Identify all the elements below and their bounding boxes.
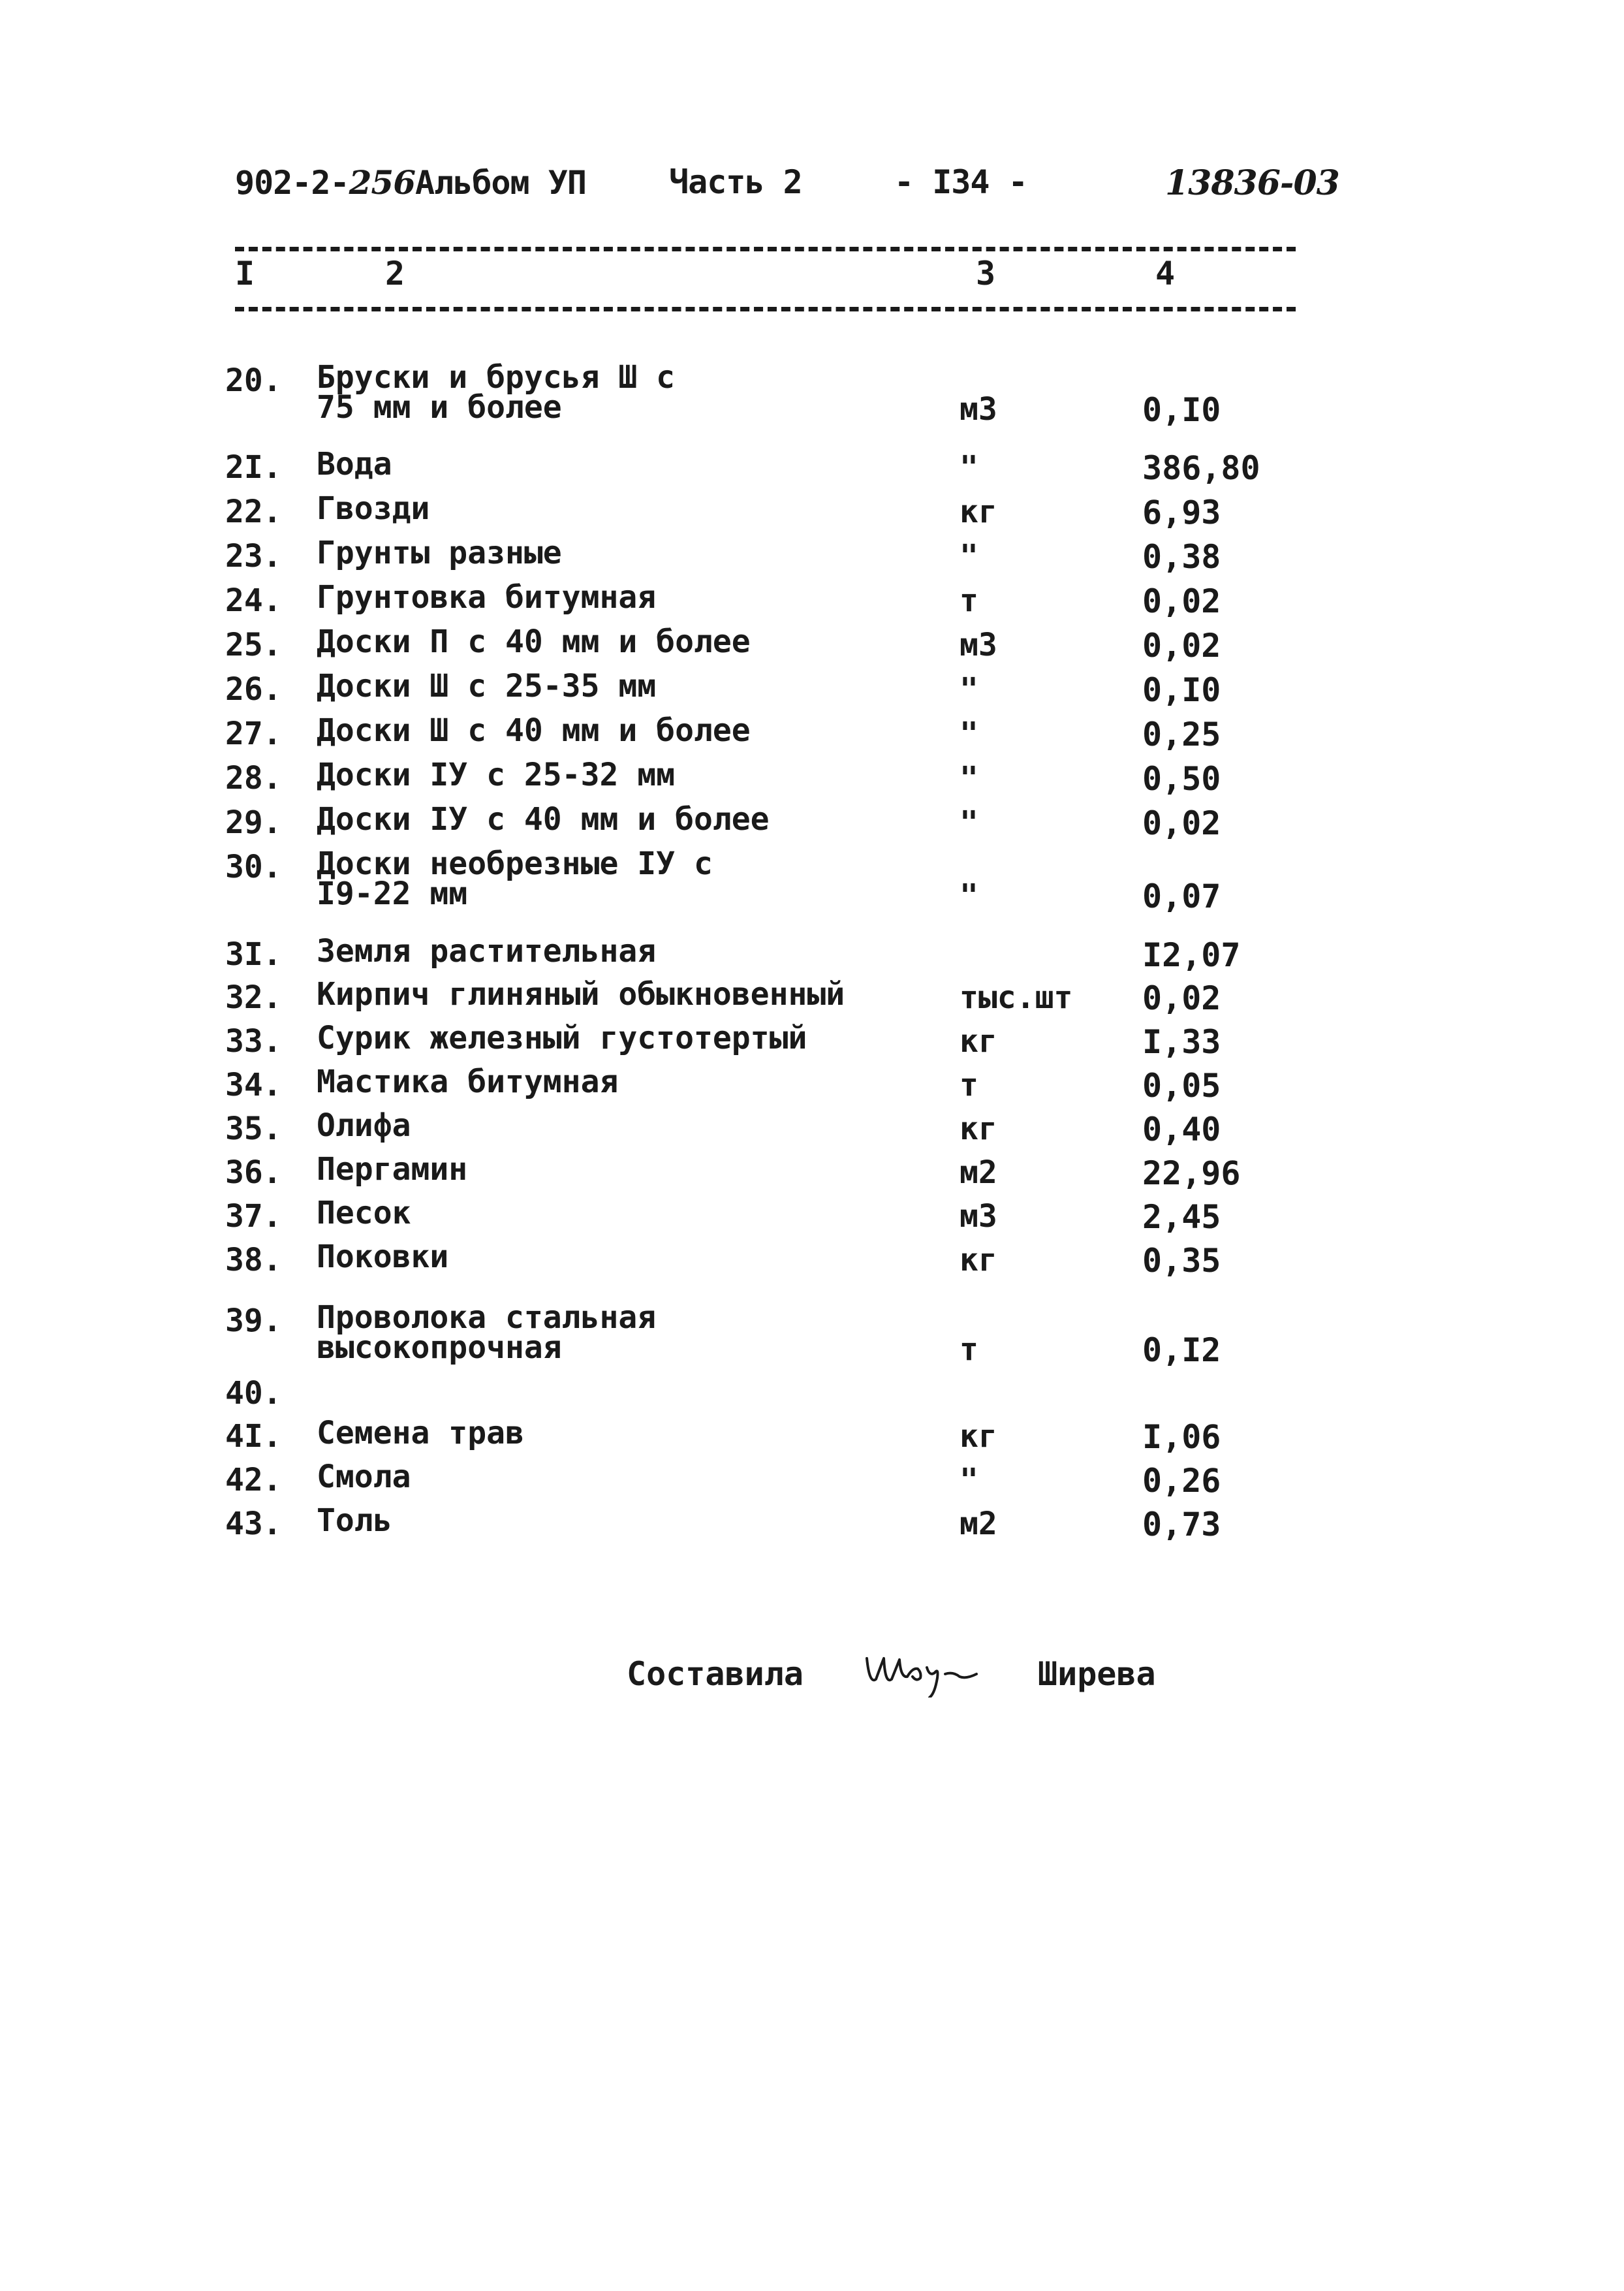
row-material: Доски IУ с 40 мм и более bbox=[317, 801, 770, 838]
row-quantity: 0,26 bbox=[1142, 1462, 1221, 1500]
row-material: Песок bbox=[317, 1195, 411, 1231]
row-material: Грунтовка битумная bbox=[317, 579, 657, 616]
row-unit: кг bbox=[960, 1418, 997, 1455]
row-number: 36. bbox=[225, 1154, 282, 1191]
row-quantity: 22,96 bbox=[1142, 1154, 1241, 1192]
row-material: Грунты разные bbox=[317, 535, 562, 571]
row-unit: кг bbox=[960, 494, 997, 530]
row-unit: м3 bbox=[960, 1198, 997, 1235]
row-material: Смола bbox=[317, 1459, 411, 1495]
row-quantity: 0,I0 bbox=[1142, 391, 1221, 429]
row-quantity: 0,02 bbox=[1142, 804, 1221, 842]
row-number: 3I. bbox=[225, 936, 282, 973]
row-unit: т bbox=[960, 1067, 978, 1103]
row-number: 43. bbox=[225, 1506, 282, 1542]
document-code bbox=[235, 163, 586, 202]
row-quantity: 0,02 bbox=[1142, 979, 1221, 1017]
row-unit: " bbox=[960, 760, 978, 797]
row-quantity: 0,I2 bbox=[1142, 1331, 1221, 1369]
row-quantity: 2,45 bbox=[1142, 1198, 1221, 1236]
row-number: 35. bbox=[225, 1111, 282, 1147]
row-material: Кирпич глиняный обыкновенный bbox=[317, 976, 845, 1013]
row-unit: кг bbox=[960, 1111, 997, 1147]
row-unit: " bbox=[960, 449, 978, 486]
row-material: Доски П с 40 мм и более bbox=[317, 624, 751, 660]
row-quantity: I,06 bbox=[1142, 1418, 1221, 1456]
row-quantity: 386,80 bbox=[1142, 449, 1260, 487]
row-unit: м2 bbox=[960, 1506, 997, 1542]
row-number: 33. bbox=[225, 1023, 282, 1060]
row-unit: " bbox=[960, 538, 978, 575]
row-material: Гвозди bbox=[317, 490, 430, 527]
row-number: 42. bbox=[225, 1462, 282, 1498]
row-quantity: 6,93 bbox=[1142, 494, 1221, 531]
row-material: Мастика битумная bbox=[317, 1064, 619, 1100]
row-number: 24. bbox=[225, 582, 282, 619]
row-material: Семена трав bbox=[317, 1415, 524, 1451]
row-unit: " bbox=[960, 1462, 978, 1498]
row-number: 2I. bbox=[225, 449, 282, 486]
row-number: 38. bbox=[225, 1242, 282, 1278]
row-material: Бруски и брусья Ш с 75 мм и более bbox=[317, 359, 676, 426]
row-number: 22. bbox=[225, 494, 282, 530]
compiled-by-label: Составила bbox=[627, 1655, 804, 1693]
row-material: Доски Ш с 25-35 мм bbox=[317, 668, 657, 704]
row-number: 39. bbox=[225, 1303, 282, 1339]
page-number: - I34 - bbox=[894, 163, 1027, 201]
row-quantity: I2,07 bbox=[1142, 936, 1241, 974]
row-quantity: 0,07 bbox=[1142, 877, 1221, 915]
row-unit: " bbox=[960, 716, 978, 752]
row-unit: " bbox=[960, 877, 978, 914]
row-material: Проволока стальная высокопрочная bbox=[317, 1299, 657, 1366]
column-number-2: 2 bbox=[385, 255, 405, 292]
column-number-3: 3 bbox=[976, 255, 996, 292]
row-quantity: 0,40 bbox=[1142, 1111, 1221, 1148]
inventory-number: 13836-03 bbox=[1165, 163, 1339, 203]
row-number: 37. bbox=[225, 1198, 282, 1235]
column-number-1: I bbox=[235, 255, 255, 292]
row-number: 20. bbox=[225, 362, 282, 399]
row-material: Пергамин bbox=[317, 1151, 468, 1188]
row-unit: тыс.шт bbox=[960, 979, 1073, 1016]
row-material: Сурик железный густотертый bbox=[317, 1020, 807, 1056]
row-unit: т bbox=[960, 1331, 978, 1368]
row-quantity: 0,02 bbox=[1142, 627, 1221, 665]
row-material: Вода bbox=[317, 446, 392, 482]
row-unit: м3 bbox=[960, 391, 997, 428]
column-number-4: 4 bbox=[1155, 255, 1176, 292]
row-quantity: 0,35 bbox=[1142, 1242, 1221, 1280]
row-quantity: 0,05 bbox=[1142, 1067, 1221, 1105]
row-unit: м2 bbox=[960, 1154, 997, 1191]
row-number: 23. bbox=[225, 538, 282, 575]
row-number: 40. bbox=[225, 1375, 282, 1412]
row-number: 30. bbox=[225, 849, 282, 885]
dashed-rule-top bbox=[235, 247, 1296, 251]
part-label: Часть 2 bbox=[669, 163, 802, 201]
row-quantity: 0,38 bbox=[1142, 538, 1221, 576]
row-unit: " bbox=[960, 671, 978, 708]
row-number: 29. bbox=[225, 804, 282, 841]
row-number: 4I. bbox=[225, 1418, 282, 1455]
handwritten-signature bbox=[862, 1639, 992, 1698]
row-quantity: 0,25 bbox=[1142, 716, 1221, 753]
row-number: 25. bbox=[225, 627, 282, 663]
row-quantity: I,33 bbox=[1142, 1023, 1221, 1061]
row-material: Поковки bbox=[317, 1239, 449, 1275]
row-number: 34. bbox=[225, 1067, 282, 1103]
row-number: 26. bbox=[225, 671, 282, 708]
row-number: 27. bbox=[225, 716, 282, 752]
row-material: Толь bbox=[317, 1502, 392, 1539]
row-material: Доски Ш с 40 мм и более bbox=[317, 712, 751, 749]
row-unit: т bbox=[960, 582, 978, 619]
album-label: Альбом УП bbox=[415, 164, 586, 202]
row-material: Доски необрезные IУ с I9-22 мм bbox=[317, 845, 713, 912]
row-unit: " bbox=[960, 804, 978, 841]
row-material: Доски IУ с 25-32 мм bbox=[317, 757, 676, 793]
row-unit: кг bbox=[960, 1242, 997, 1278]
row-unit: кг bbox=[960, 1023, 997, 1060]
row-quantity: 0,02 bbox=[1142, 582, 1221, 620]
document-code-prefix: 902-2- bbox=[235, 164, 349, 202]
row-quantity: 0,I0 bbox=[1142, 671, 1221, 709]
row-quantity: 0,50 bbox=[1142, 760, 1221, 798]
document-code-handwritten: 256 bbox=[349, 163, 415, 202]
dashed-rule-bottom bbox=[235, 307, 1296, 311]
signer-name: Ширева bbox=[1038, 1655, 1156, 1693]
row-unit: м3 bbox=[960, 627, 997, 663]
row-number: 28. bbox=[225, 760, 282, 797]
row-quantity: 0,73 bbox=[1142, 1506, 1221, 1543]
row-material: Земля растительная bbox=[317, 933, 657, 970]
row-material: Олифа bbox=[317, 1107, 411, 1144]
row-number: 32. bbox=[225, 979, 282, 1016]
